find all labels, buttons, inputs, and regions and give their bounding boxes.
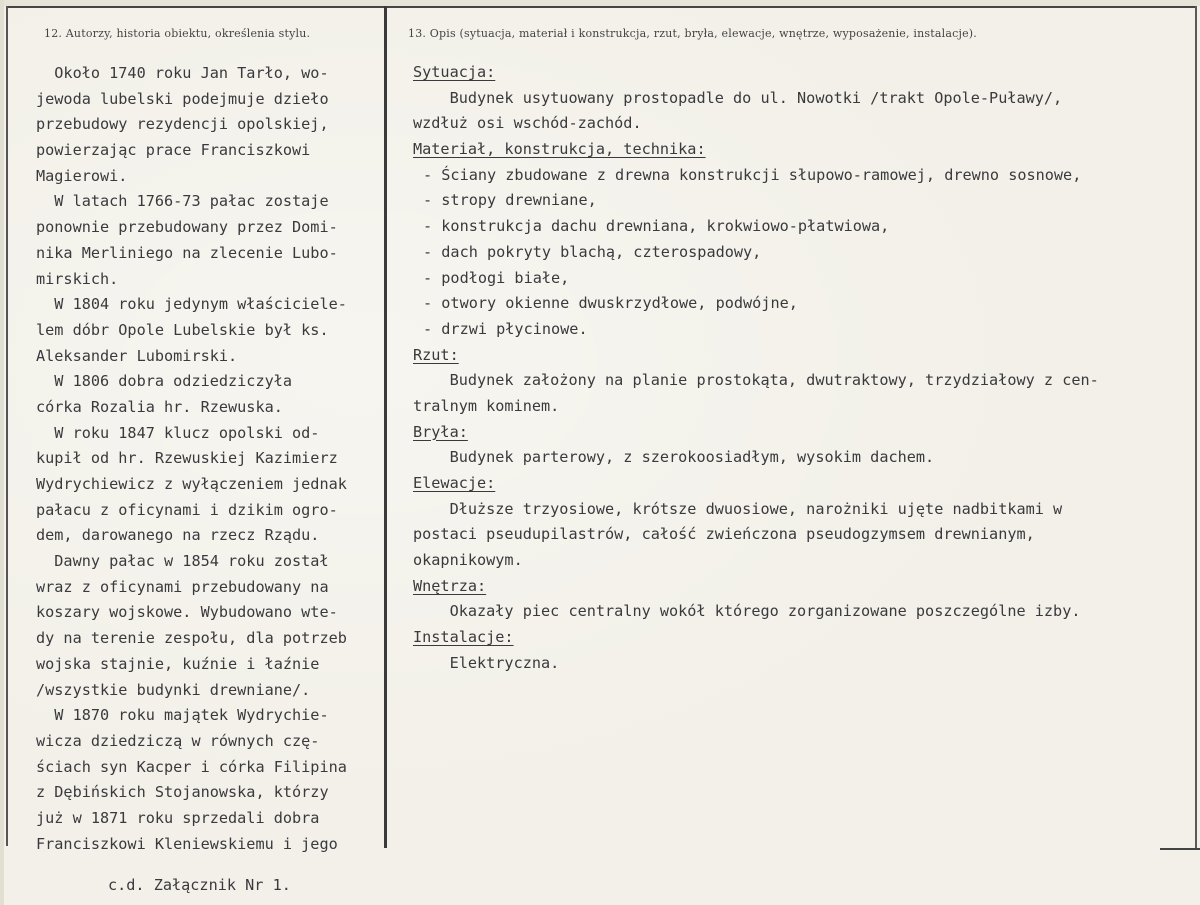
history-line: kupił od hr. Rzewuskiej Kazimierz	[36, 449, 338, 468]
history-line: pałacu z oficynami i dzikim ogro-	[36, 500, 338, 519]
history-line: Dawny pałac w 1854 roku został	[36, 552, 329, 571]
history-line: ściach syn Kacper i córka Filipina	[36, 757, 347, 776]
history-line: W 1806 dobra odziedziczyła	[36, 372, 293, 391]
material-item: - konstrukcja dachu drewniana, krokwiowo-płatwiowa,	[423, 217, 890, 236]
history-line: /wszystkie budynki drewniane/.	[36, 680, 311, 699]
sytuacja-line-2: wzdłuż osi wschód-zachód.	[413, 114, 642, 133]
heading-material: Materiał, konstrukcja, technika:	[413, 140, 706, 159]
history-line: Magierowi.	[36, 166, 128, 185]
history-line: z Dębińskich Stojanowska, którzy	[36, 783, 329, 802]
history-line: W latach 1766-73 pałac zostaje	[36, 192, 329, 211]
wnetrza-line-1: Okazały piec centralny wokół którego zorganizowane poszczególne izby.	[413, 602, 1081, 621]
description-column	[413, 60, 1193, 677]
history-line: przebudowy rezydencji opolskiej,	[36, 115, 329, 134]
history-line: wicza dziedziczą w równych czę-	[36, 731, 320, 750]
form-left-rule	[6, 6, 8, 846]
history-line: Franciszkowi Kleniewskiemu i jego	[36, 834, 338, 853]
bryla-line-1: Budynek parterowy, z szerokoosiadłym, wysokim dachem.	[413, 448, 935, 467]
material-item: - podłogi białe,	[423, 268, 570, 287]
form-top-rule	[6, 6, 1196, 8]
form-column-divider	[384, 6, 387, 848]
section-12-header: 12. Autorzy, historia obiektu, określenia stylu.	[44, 27, 311, 40]
sytuacja-line-1: Budynek usytuowany prostopadle do ul. Nowotki /trakt Opole-Puławy/,	[413, 88, 1063, 107]
history-line: Aleksander Lubomirski.	[36, 346, 238, 365]
history-line: nika Merliniego na zlecenie Lubo-	[36, 243, 338, 262]
history-line: wraz z oficynami przebudowany na	[36, 577, 329, 596]
heading-sytuacja: Sytuacja:	[413, 63, 496, 81]
rzut-line-1: Budynek założony na planie prostokąta, dwutraktowy, trzydziałowy z cen-	[413, 371, 1099, 390]
history-line: W 1870 roku majątek Wydrychie-	[36, 706, 329, 725]
history-line: koszary wojskowe. Wybudowano wte-	[36, 603, 338, 622]
heading-elewacje: Elewacje:	[413, 474, 496, 492]
rzut-line-2: tralnym kominem.	[413, 396, 560, 415]
elewacje-line-1: Dłuższe trzyosiowe, krótsze dwuosiowe, narożniki ujęte nadbitkami w	[413, 499, 1063, 518]
instalacje-line-1: Elektryczna.	[413, 653, 560, 672]
history-line: dy na terenie zespołu, dla potrzeb	[36, 629, 347, 648]
form-bottom-rule-stub	[1160, 848, 1200, 850]
material-item: - stropy drewniane,	[423, 191, 597, 210]
material-item: - dach pokryty blachą, czterospadowy,	[423, 242, 762, 261]
heading-wnetrza: Wnętrza:	[413, 576, 487, 595]
history-line: córka Rozalia hr. Rzewuska.	[36, 397, 283, 416]
material-item: - Ściany zbudowane z drewna konstrukcji słupowo-ramowej, drewno sosnowe,	[423, 165, 1082, 184]
page-edge-left	[0, 0, 4, 905]
history-line: ponownie przebudowany przez Domi-	[36, 218, 338, 237]
history-line: wojska stajnie, kuźnie i łaźnie	[36, 654, 320, 673]
heading-instalacje: Instalacje:	[413, 628, 514, 647]
form-right-rule	[1195, 6, 1197, 848]
history-line: już w 1871 roku sprzedali dobra	[36, 808, 320, 827]
history-line: jewoda lubelski podejmuje dzieło	[36, 89, 329, 108]
history-line: lem dóbr Opole Lubelskie był ks.	[36, 320, 329, 339]
material-item: - otwory okienne dwuskrzydłowe, podwójne,	[423, 294, 798, 313]
history-line: W roku 1847 klucz opolski od-	[36, 423, 320, 442]
history-line: mirskich.	[36, 269, 119, 288]
history-column	[36, 61, 381, 857]
history-line: dem, darowanego na rzecz Rządu.	[36, 526, 320, 545]
history-line: powierzając prace Franciszkowi	[36, 141, 311, 160]
material-item: - drzwi płycinowe.	[423, 319, 588, 338]
history-line: W 1804 roku jedynym właściciele-	[36, 295, 347, 314]
elewacje-line-3: okapnikowym.	[413, 551, 523, 570]
history-line: Wydrychiewicz z wyłączeniem jednak	[36, 475, 347, 493]
heading-bryla: Bryła:	[413, 422, 468, 441]
attachment-note: c.d. Załącznik Nr 1.	[108, 876, 291, 894]
section-13-header: 13. Opis (sytuacja, materiał i konstrukcja, rzut, bryła, elewacje, wnętrze, wyposażenie, instalacje).	[408, 27, 977, 40]
history-line: Około 1740 roku Jan Tarło, wo-	[36, 64, 329, 82]
heading-rzut: Rzut:	[413, 345, 459, 364]
elewacje-line-2: postaci pseudupilastrów, całość zwieńczona pseudogzymsem drewnianym,	[413, 525, 1035, 544]
